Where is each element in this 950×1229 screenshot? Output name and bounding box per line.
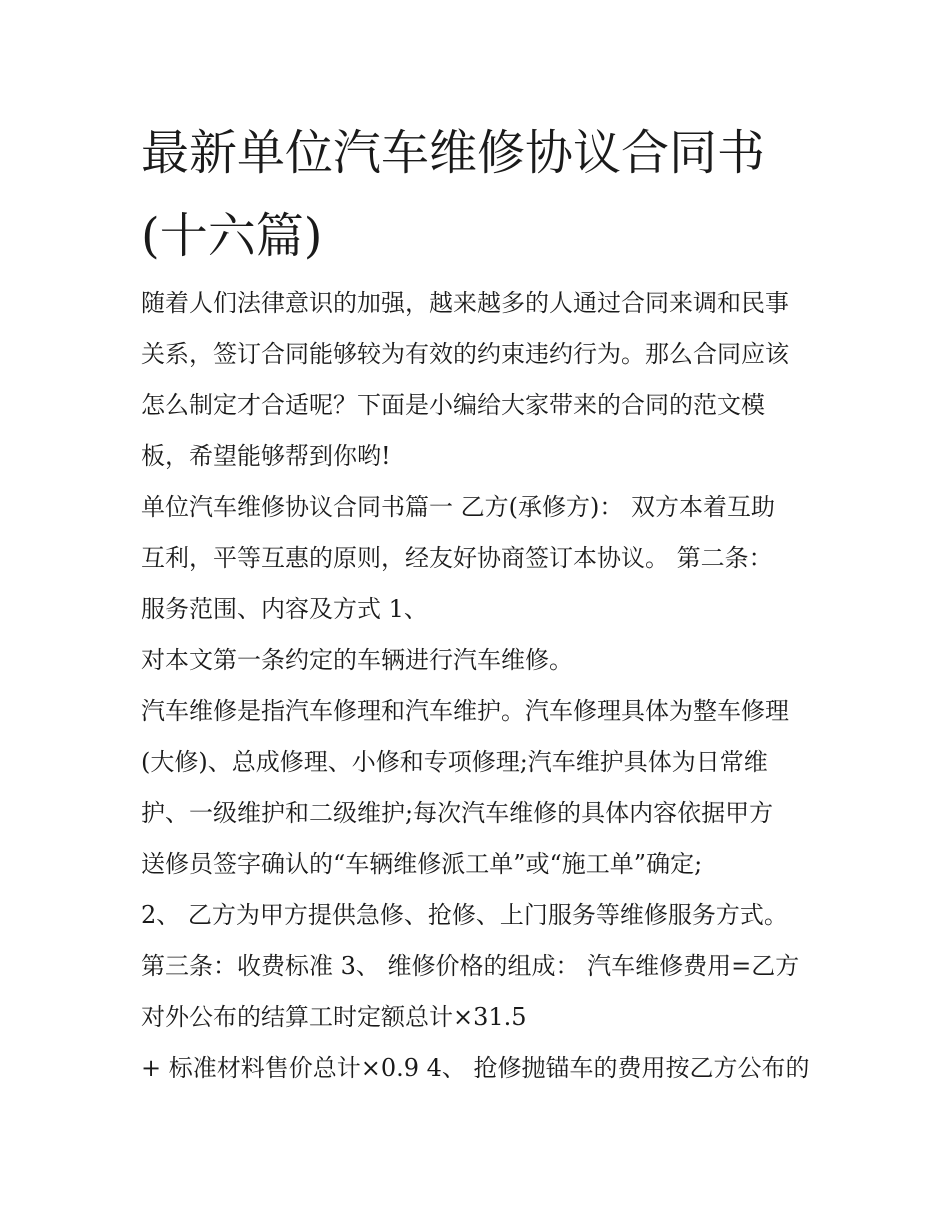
body-line: 对本文第一条约定的车辆进行汽车维修。: [141, 646, 573, 674]
body-line: 服务范围、内容及方式 1、: [141, 595, 428, 623]
document-title: [141, 112, 821, 278]
body-line: 单位汽车维修协议合同书篇一 乙方(承修方)： 双方本着互助: [141, 493, 775, 521]
body-line: + 标准材料售价总计×0.9 4、 抢修抛锚车的费用按乙方公布的: [141, 1054, 810, 1082]
body-line: 板，希望能够帮到你哟!: [141, 442, 391, 470]
body-line: 怎么制定才合适呢？下面是小编给大家带来的合同的范文模: [141, 391, 765, 419]
body-line: 2、 乙方为甲方提供急修、抢修、上门服务等维修服务方式。: [141, 901, 788, 929]
body-line: 互利，平等互惠的原则，经友好协商签订本协议。 第二条：: [141, 544, 773, 572]
body-line: 汽车维修是指汽车修理和汽车维护。汽车修理具体为整车修理: [141, 697, 789, 725]
title-line-1: 最新单位汽车维修协议合同书: [141, 125, 766, 181]
title-line-2: (十六篇): [141, 208, 323, 264]
document-body: [141, 278, 821, 1094]
body-line: 护、一级维护和二级维护;每次汽车维修的具体内容依据甲方: [141, 799, 774, 827]
body-line: 关系，签订合同能够较为有效的约束违约行为。那么合同应该: [141, 340, 789, 368]
body-line: 第三条：收费标准 3、 维修价格的组成： 汽车维修费用=乙方: [141, 952, 800, 980]
body-line: (大修)、总成修理、小修和专项修理;汽车维护具体为日常维: [141, 748, 768, 776]
body-line: 对外公布的结算工时定额总计×31.5: [141, 1003, 527, 1031]
body-line: 随着人们法律意识的加强，越来越多的人通过合同来调和民事: [141, 289, 789, 317]
body-line: 送修员签字确认的“车辆维修派工单”或“施工单”确定;: [141, 850, 703, 878]
